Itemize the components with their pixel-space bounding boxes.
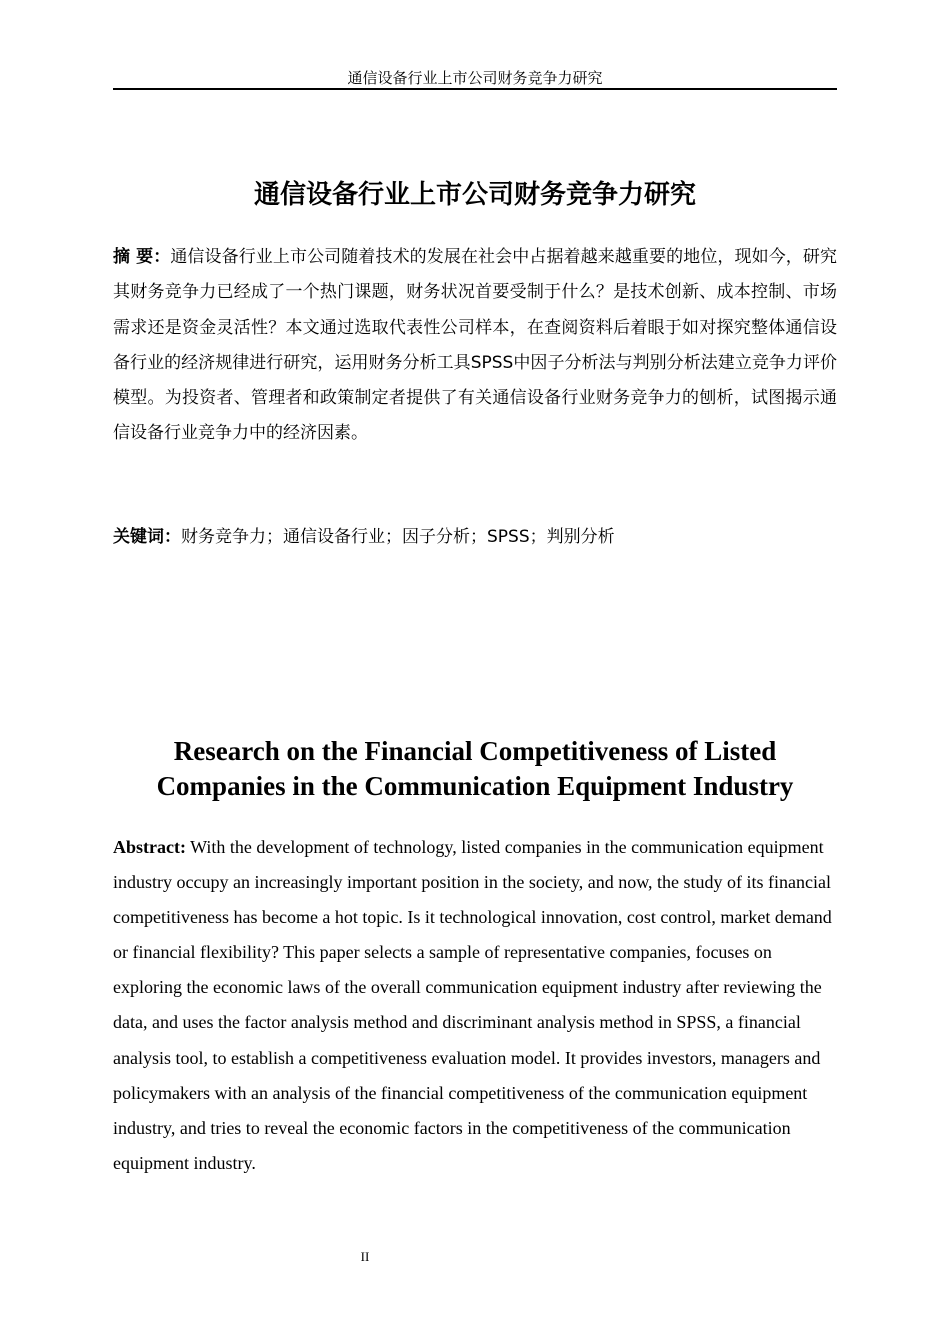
english-abstract-label: Abstract: bbox=[113, 837, 186, 857]
chinese-keywords bbox=[113, 520, 837, 555]
chinese-abstract-label: 摘 要： bbox=[113, 247, 171, 267]
chinese-abstract bbox=[113, 240, 837, 452]
chinese-title: 通信设备行业上市公司财务竞争力研究 bbox=[253, 180, 696, 210]
english-title: Research on the Financial Competitiveness of Listed Companies in the Communication Equipment Industry bbox=[156, 736, 794, 801]
header-rule bbox=[113, 88, 837, 90]
english-abstract bbox=[113, 830, 837, 1181]
chinese-keywords-label: 关键词： bbox=[113, 527, 181, 547]
page-number: II bbox=[360, 1249, 370, 1264]
chinese-keywords-text: 财务竞争力；通信设备行业；因子分析；SPSS；判别分析 bbox=[181, 527, 615, 547]
english-abstract-text: With the development of technology, listed companies in the communication equipment industry occupy an increasingly important position in the society, and now, the study of its financial competitiveness has become a hot topic. Is it technological innovation, cost control, market demand or financial flexibility? This paper selects a sample of representative companies, focuses on exploring the economic laws of the overall communication equipment industry after reviewing the data, and uses the factor analysis method and discriminant analysis method in SPSS, a financial analysis tool, to establish a competitiveness evaluation model. It provides investors, managers and policymakers with an analysis of the financial competitiveness of the communication equipment industry, and tries to reveal the economic factors in the competitiveness of the communication equipment industry. bbox=[113, 837, 832, 1173]
running-header: 通信设备行业上市公司财务竞争力研究 bbox=[347, 69, 603, 87]
chinese-abstract-text: 通信设备行业上市公司随着技术的发展在社会中占据着越来越重要的地位，现如今，研究其财务竞争力已经成了一个热门课题，财务状况首要受制于什么？是技术创新、成本控制、市场需求还是资金灵活性？本文通过选取代表性公司样本，在查阅资料后着眼于如对探究整体通信设备行业的经济规律进行研究，运用财务分析工具SPSS中因子分析法与判别分析法建立竞争力评价模型。为投资者、管理者和政策制定者提供了有关通信设备行业财务竞争力的刨析，试图揭示通信设备行业竞争力中的经济因素。 bbox=[113, 247, 838, 444]
